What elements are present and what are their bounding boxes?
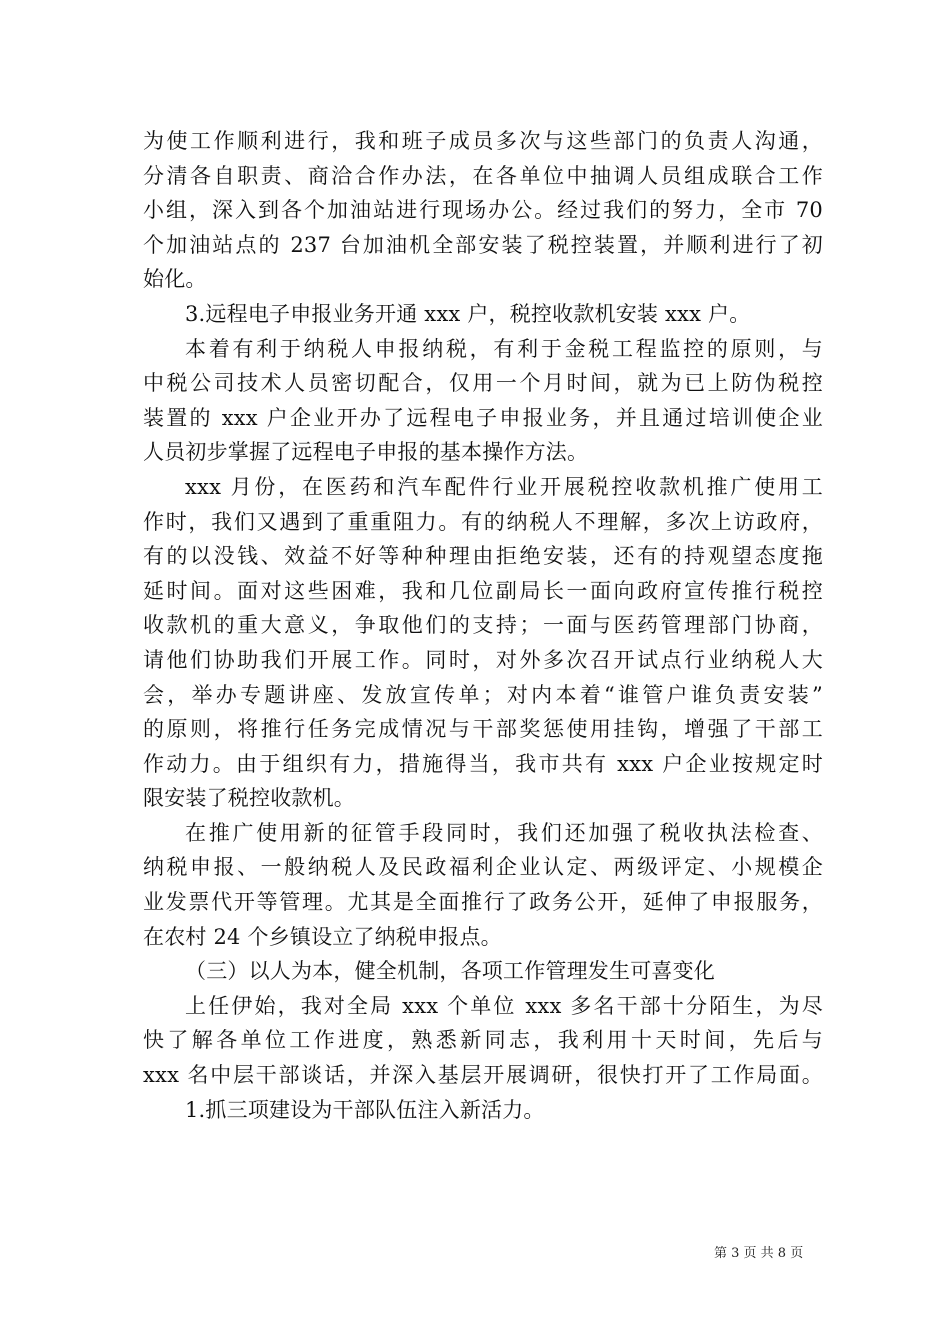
text-line: 的原则，将推行任务完成情况与干部奖惩使用挂钩，增强了干部工 [143, 717, 823, 742]
text-line: 3.远程电子申报业务开通 xxx 户，税控收款机安装 xxx 户。 [185, 301, 751, 326]
text-line: （三）以人为本，健全机制，各项工作管理发生可喜变化 [185, 959, 715, 984]
text-line: 装置的 xxx 户企业开办了远程电子申报业务，并且通过培训使企业 [143, 405, 823, 430]
text-line: 收款机的重大意义，争取他们的支持；一面与医药管理部门协商， [143, 613, 823, 638]
text-line: 个加油站点的 237 台加油机全部安装了税控装置，并顺利进行了初 [143, 232, 823, 257]
page-number: 第 3 页 共 8 页 [714, 1246, 804, 1261]
text-line: 有的以没钱、效益不好等种种理由拒绝安装，还有的持观望态度拖 [143, 544, 823, 569]
text-line: 业发票代开等管理。尤其是全面推行了政务公开，延伸了申报服务， [143, 890, 823, 915]
text-line: xxx 月份，在医药和汽车配件行业开展税控收款机推广使用工 [185, 474, 823, 499]
text-line: 始化。 [143, 267, 207, 292]
text-line: 1.抓三项建设为干部队伍注入新活力。 [185, 1097, 545, 1122]
text-line: 限安装了税控收款机。 [143, 786, 355, 811]
text-line: 人员初步掌握了远程电子申报的基本操作方法。 [143, 440, 589, 465]
text-line: 本着有利于纳税人申报纳税，有利于金税工程监控的原则，与 [185, 336, 823, 361]
text-line: 小组，深入到各个加油站进行现场办公。经过我们的努力，全市 70 [143, 198, 823, 223]
text-line: 在推广使用新的征管手段同时，我们还加强了税收执法检查、 [185, 820, 823, 845]
document-body [143, 124, 823, 1127]
text-line: 作时，我们又遇到了重重阻力。有的纳税人不理解，多次上访政府， [143, 509, 823, 534]
text-line: 中税公司技术人员密切配合，仅用一个月时间，就为已上防伪税控 [143, 371, 823, 396]
text-line: 纳税申报、一般纳税人及民政福利企业认定、两级评定、小规模企 [143, 855, 823, 880]
text-line: 在农村 24 个乡镇设立了纳税申报点。 [143, 924, 502, 949]
text-line: 上任伊始，我对全局 xxx 个单位 xxx 多名干部十分陌生，为尽 [185, 993, 823, 1018]
text-line: 延时间。面对这些困难，我和几位副局长一面向政府宣传推行税控 [143, 578, 823, 603]
text-line: xxx 名中层干部谈话，并深入基层开展调研，很快打开了工作局面。 [143, 1063, 823, 1088]
text-line: 为使工作顺利进行，我和班子成员多次与这些部门的负责人沟通， [143, 129, 823, 153]
text-line: 作动力。由于组织有力，措施得当，我市共有 xxx 户企业按规定时 [143, 751, 823, 776]
text-line: 快了解各单位工作进度，熟悉新同志，我利用十天时间，先后与 [143, 1028, 823, 1053]
text-line: 会，举办专题讲座、发放宣传单；对内本着“谁管户谁负责安装” [143, 682, 823, 707]
text-line: 请他们协助我们开展工作。同时，对外多次召开试点行业纳税人大 [143, 647, 823, 672]
text-line: 分清各自职责、商洽合作办法，在各单位中抽调人员组成联合工作 [143, 163, 823, 188]
